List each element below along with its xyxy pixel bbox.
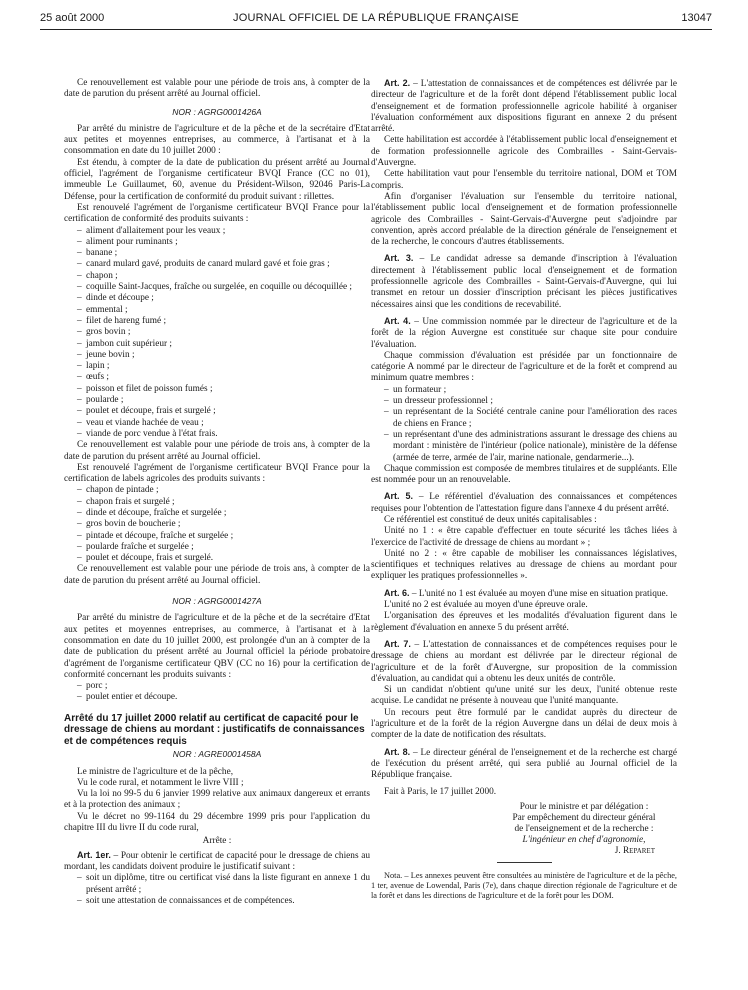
signature-line: Pour le ministre et par délégation :: [519, 801, 649, 812]
list-item: – œufs ;: [77, 372, 370, 383]
commission-member-list: [371, 385, 677, 464]
article-label: Art. 5.: [384, 491, 413, 502]
list-item: – filet de hareng fumé ;: [77, 316, 370, 327]
list-item: – poularde fraîche et surgelée ;: [77, 542, 370, 553]
nor-reference: NOR : AGRG0001427A: [172, 596, 262, 607]
list-item: – poulet entier et découpe.: [77, 692, 370, 703]
list-item: – chapon de pintade ;: [77, 485, 370, 496]
paragraph: Chaque commission est composée de membres titulaires et de suppléants. Elle est nommée pour un an renouvelable.: [371, 463, 677, 486]
paragraph: Ce renouvellement est valable pour une période de trois ans, à compter de la date de parution du présent arrêté au Journal officiel.: [64, 78, 370, 100]
list-item: – poisson et filet de poisson fumés ;: [77, 384, 370, 395]
list-item: – chapon frais et surgelé ;: [77, 497, 370, 508]
paragraph: Le ministre de l'agriculture et de la pêche,: [77, 766, 234, 777]
list-item: – un formateur ;: [384, 385, 677, 396]
paragraph: Cette habilitation est accordée à l'établissement public local d'enseignement et de formation professionnelle agricole des Combrailles - Saint-Gervais-d'Auvergne.: [371, 135, 677, 169]
list-item: – lapin ;: [77, 361, 370, 372]
paragraph: Est renouvelé l'agrément de l'organisme certificateur BVQI France pour la certification de labels agricoles des produits suivants :: [64, 462, 370, 485]
paragraph: Vu le code rural, et notamment le livre VIII ;: [77, 777, 244, 788]
signatory-name: J. Reparet: [614, 845, 655, 856]
paragraph: Unité no 1 : « être capable d'effectuer en toute sécurité les tâches liées à l'exercice de l'activité de dressage de chiens au mordant » ;: [371, 526, 677, 548]
signature-line: Par empêchement du directeur général: [512, 812, 656, 823]
signature-block: [491, 802, 677, 857]
header-page-number: 13047: [681, 12, 712, 24]
paragraph: Afin d'organiser l'évaluation sur l'ensemble du territoire national, l'établissement public local d'enseignement et de formation professionnelle agricole des Combrailles - Saint-Gervais-d'Auvergne peut s'adjoindre par convention, après accord préalable de la direction générale de l'enseignement et de la recherche, le concours d'autres établissements.: [371, 191, 677, 248]
article-label: Art. 8.: [384, 746, 411, 757]
list-item: – jambon cuit supérieur ;: [77, 339, 370, 350]
list-item: – aliment d'allaitement pour les veaux ;: [77, 226, 370, 237]
right-column: [371, 78, 677, 901]
nor-reference: NOR : AGRE0001458A: [172, 749, 262, 760]
list-item: – poulet et découpe, frais et surgelé.: [77, 553, 370, 564]
article-4: Art. 4. – Une commission nommée par le directeur de l'agriculture et de la forêt de la région Auvergne est constituée sur chaque site pour conduire l'évaluation.: [371, 315, 677, 350]
arrete-heading: Arrête :: [202, 836, 232, 847]
list-item: – un dresseur professionnel ;: [384, 396, 677, 407]
list-item: – poulet et découpe, frais et surgelé ;: [77, 406, 370, 417]
signature-line: L'ingénieur en chef d'agronomie,: [522, 834, 646, 845]
header-date: 25 août 2000: [40, 12, 105, 24]
paragraph: Est renouvelé l'agrément de l'organisme certificateur BVQI France pour la certification de conformité des produits suivants :: [64, 202, 370, 225]
article-3: Art. 3. – Le candidat adresse sa demande d'inscription à l'évaluation directement à l'établissement public local d'enseignement et de formation professionnelle agricole des Combrailles - Saint-Gervais-d'Auvergne, qui lui transmet en retour un dossier d'inscription précisant les pièces justificatives nécessaires ainsi que les conditions de recevabilité.: [371, 253, 677, 310]
left-column: [64, 78, 370, 907]
list-item: – banane ;: [77, 248, 370, 259]
label-product-list: [64, 485, 370, 564]
justificatif-list: [64, 873, 370, 907]
signature-line: de l'enseignement et de la recherche :: [514, 823, 654, 834]
paragraph: Unité no 2 : « être capable de mobiliser les connaissances législatives, scientifiques et techniques relatives au dressage de chiens au mordant pour expliquer les pratiques professionnelles ».: [371, 548, 677, 582]
decree-title: Arrêté du 17 juillet 2000 relatif au certificat de capacité pour le dressage de chiens au mordant : justificatifs de connaissances et de compétences requis: [64, 712, 365, 747]
list-item: – gros bovin ;: [77, 327, 370, 338]
article-label: Art. 6.: [384, 587, 410, 598]
paragraph: Vu la loi no 99-5 du 6 janvier 1999 relative aux animaux dangereux et errants et à la protection des animaux ;: [64, 789, 370, 811]
list-item: – chapon ;: [77, 271, 370, 282]
article-label: Art. 7.: [384, 638, 411, 649]
article-5: Art. 5. – Le référentiel d'évaluation des connaissances et compétences requises pour l'obtention de l'attestation figure dans l'annexe 4 du présent arrêté.: [371, 491, 677, 514]
list-item: – gros bovin de boucherie ;: [77, 519, 370, 530]
header-rule: [40, 29, 712, 30]
paragraph: Ce renouvellement est valable pour une période de trois ans, à compter de la date de parution du présent arrêté au Journal officiel.: [64, 440, 370, 462]
article-6: Art. 6. – L'unité no 1 est évaluée au moyen d'une mise en situation pratique.: [384, 587, 668, 599]
list-item: – soit un diplôme, titre ou certificat visé dans la liste figurant en annexe 1 du présent arrêté ;: [77, 873, 370, 896]
paragraph: Ce renouvellement est valable pour une période de trois ans, à compter de la date de parution du présent arrêté au Journal officiel.: [64, 564, 370, 586]
list-item: – porc ;: [77, 681, 370, 692]
list-item: – dinde et découpe, fraîche et surgelée ;: [77, 508, 370, 519]
article-1: Art. 1er. – Pour obtenir le certificat de capacité pour le dressage de chiens au mordant, les candidats doivent produire le justificatif suivant :: [64, 849, 370, 872]
article-8: Art. 8. – Le directeur général de l'enseignement et de la recherche est chargé de l'exécution du présent arrêté, qui sera publié au Journal officiel de la République française.: [371, 746, 677, 781]
product-list: [64, 226, 370, 441]
place-and-date: Fait à Paris, le 17 juillet 2000.: [384, 786, 497, 797]
list-item: – un représentant d'une des administrations assurant le dressage des chiens au mordant : ministère de l'intérieur (police nationale), ministère de la défense (armée de terre, armée de l'air, marine nationale, gendarmerie...).: [384, 430, 677, 464]
article-label: Art. 3.: [384, 253, 414, 264]
list-item: – un représentant de la Société centrale canine pour l'amélioration des races de chiens en France ;: [384, 407, 677, 430]
list-item: – dinde et découpe ;: [77, 293, 370, 304]
paragraph: Vu le décret no 99-1164 du 29 décembre 1999 pris pour l'application du chapitre III du livre II du code rural,: [64, 811, 370, 834]
article-label: Art. 1er.: [77, 849, 111, 860]
article-2: Art. 2. – L'attestation de connaissances et de compétences est délivrée par le directeur de l'agriculture et de la forêt dont dépend l'établissement public local d'enseignement et de formation professionnelle agricole habilité à organiser l'évaluation conformément aux dispositions figurant en annexe 2 du présent arrêté.: [371, 78, 677, 135]
page-header: [40, 12, 712, 28]
paragraph: Si un candidat n'obtient qu'une unité sur les deux, l'unité obtenue reste acquise. Le candidat ne présente à nouveau que l'unité manquante.: [371, 685, 677, 707]
paragraph: Par arrêté du ministre de l'agriculture et de la pêche et de la secrétaire d'Etat aux petites et moyennes entreprises, au commerce, à l'artisanat et à la consommation en date du 10 juillet 2000, est prolongée d'un an à compter de la date de publication du présent arrêté au Journal officiel la période probatoire d'agrément de l'organisme certificateur QBV (CC no 16) pour la certification de conformité concernant les produits suivants :: [64, 613, 370, 680]
paragraph: Ce référentiel est constitué de deux unités capitalisables :: [384, 514, 597, 525]
nota: Nota. – Les annexes peuvent être consultées au ministère de l'agriculture et de la pêche, 1 ter, avenue de Lowendal, Paris (7e), dans chaque direction régionale de l'agriculture et de la forêt et dans les directions de l'agriculture et de la forêt pour les DOM.: [371, 870, 677, 900]
article-label: Art. 4.: [384, 315, 411, 326]
list-item: – jeune bovin ;: [77, 350, 370, 361]
list-item: – canard mulard gavé, produits de canard mulard gavé et foie gras ;: [77, 259, 370, 270]
paragraph: Par arrêté du ministre de l'agriculture et de la pêche et de la secrétaire d'Etat aux petites et moyennes entreprises, au commerce, à l'artisanat et à la consommation en date du 10 juillet 2000 :: [64, 123, 370, 157]
list-item: – poularde ;: [77, 395, 370, 406]
header-journal-title: JOURNAL OFFICIEL DE LA RÉPUBLIQUE FRANÇAISE: [233, 12, 519, 24]
list-item: – pintade et découpe, fraîche et surgelée ;: [77, 531, 370, 542]
paragraph: L'organisation des épreuves et les modalités d'évaluation figurent dans le règlement d'évaluation en annexe 5 du présent arrêté.: [371, 611, 677, 633]
paragraph: Cette habilitation vaut pour l'ensemble du territoire national, DOM et TOM compris.: [371, 169, 677, 191]
list-item: – soit une attestation de connaissances et de compétences.: [77, 896, 370, 907]
list-item: – viande de porc vendue à l'état frais.: [77, 429, 370, 440]
paragraph: L'unité no 2 est évaluée au moyen d'une épreuve orale.: [384, 600, 588, 611]
paragraph: Chaque commission d'évaluation est présidée par un fonctionnaire de catégorie A nommé par le directeur de l'agriculture et de la forêt et comprend au minimum quatre membres :: [371, 350, 677, 384]
list-item: – coquille Saint-Jacques, fraîche ou surgelée, en coquille ou décoquillée ;: [77, 282, 370, 293]
article-7: Art. 7. – L'attestation de connaissances et de compétences requises pour le dressage de chiens au mordant est délivrée par le directeur régional de l'agriculture et de la forêt d'Auvergne, sur proposition de la commission d'évaluation, au candidat qui a obtenu les deux unités de contrôle.: [371, 638, 677, 684]
list-item: – emmental ;: [77, 305, 370, 316]
list-item: – veau et viande hachée de veau ;: [77, 418, 370, 429]
nor-reference: NOR : AGRG0001426A: [172, 106, 262, 117]
note-separator: [497, 862, 552, 863]
qbv-product-list: [64, 681, 370, 704]
paragraph: Un recours peut être formulé par le candidat auprès du directeur de l'agriculture et de la forêt de la région Auvergne dans un délai de deux mois à compter de la date de notification des résultats.: [371, 707, 677, 741]
article-label: Art. 2.: [384, 78, 411, 88]
list-item: – aliment pour ruminants ;: [77, 237, 370, 248]
paragraph: Est étendu, à compter de la date de publication du présent arrêté au Journal officiel, l'agrément de l'organisme certificateur BVQI France (CC no 01), immeuble Le Guillaumet, 60, avenue du Président-Wilson, 92046 Paris-La Défense, pour la certification de conformité du produit suivant : rillettes.: [64, 157, 370, 202]
